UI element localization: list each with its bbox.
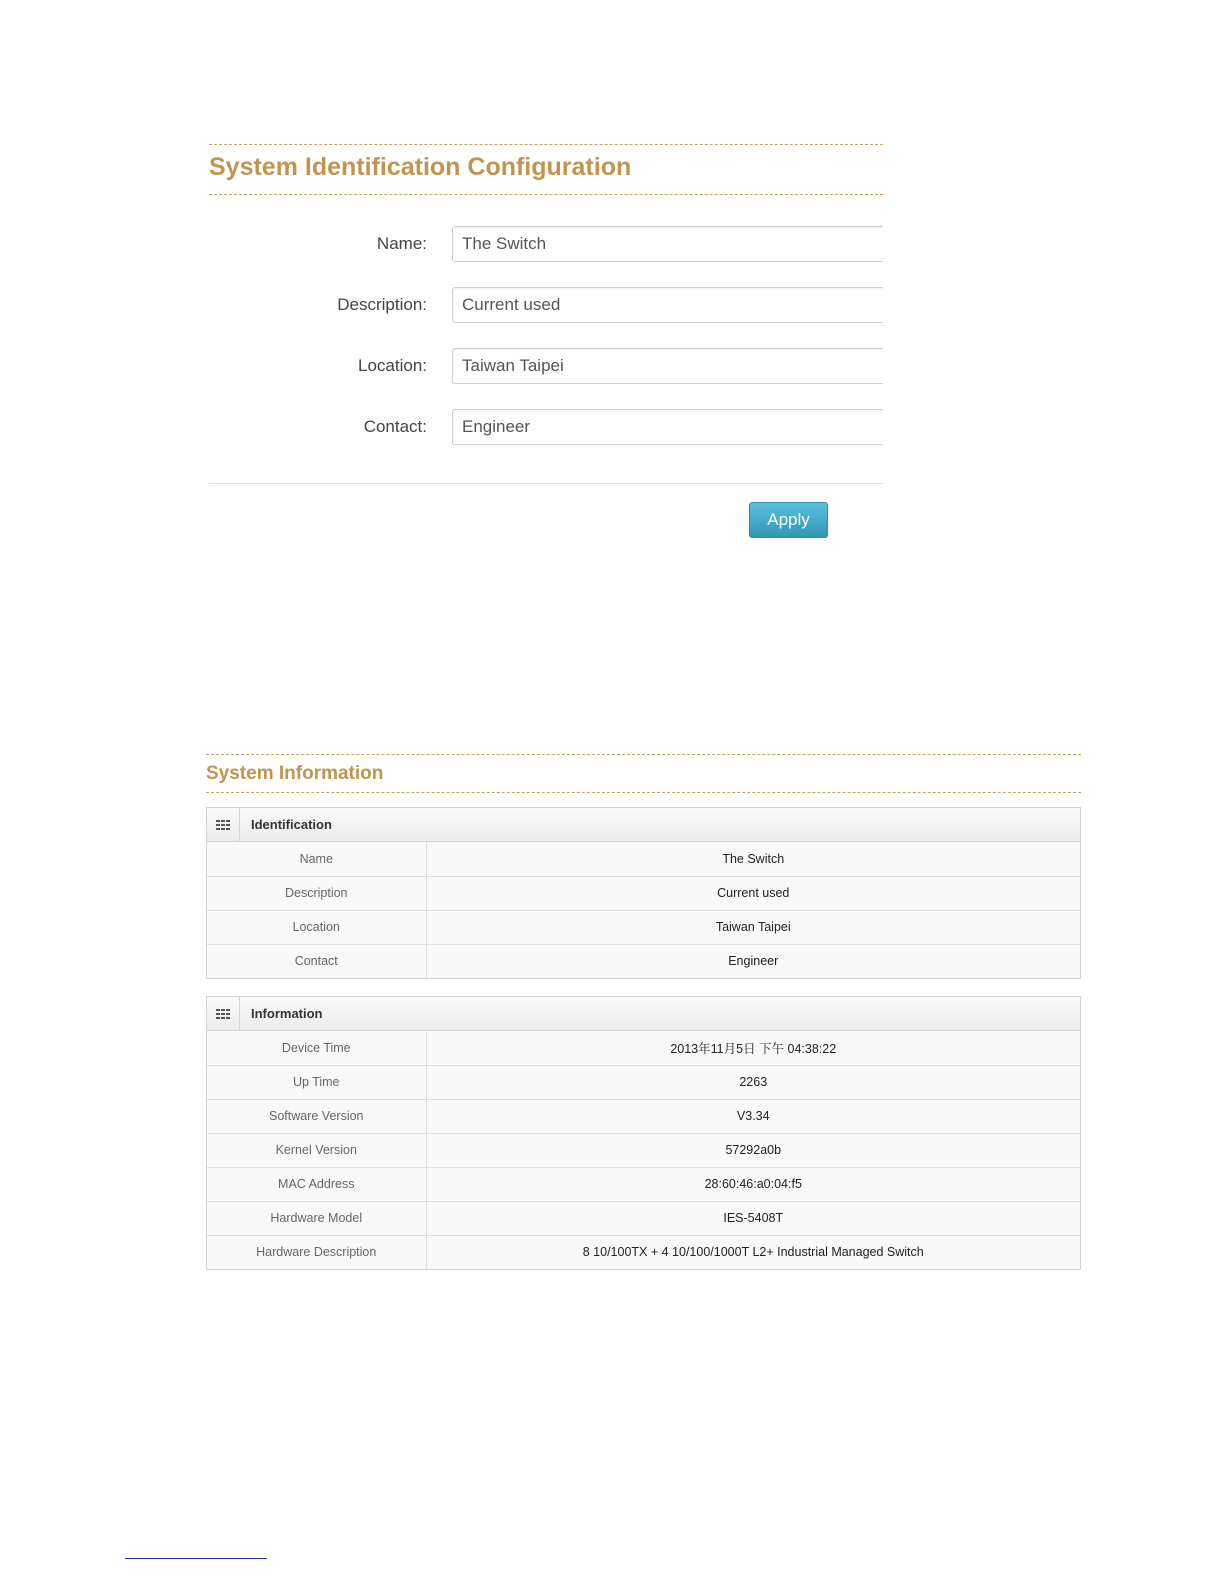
- row-value: 2013年11月5日 下午 04:38:22: [426, 1031, 1080, 1065]
- row-key: Up Time: [207, 1065, 426, 1099]
- row-key: Kernel Version: [207, 1133, 426, 1167]
- table-row: [207, 1099, 1080, 1133]
- row-value: 57292a0b: [426, 1133, 1080, 1167]
- information-panel-header: [207, 997, 1080, 1031]
- name-row: [208, 226, 883, 264]
- row-key: Device Time: [207, 1031, 426, 1065]
- row-value: 2263: [426, 1065, 1080, 1099]
- config-title-bottom-rule: [209, 194, 883, 195]
- table-row: [207, 1167, 1080, 1201]
- table-row: [207, 910, 1080, 944]
- location-input[interactable]: [452, 348, 883, 384]
- description-input[interactable]: [452, 287, 883, 323]
- table-row: [207, 1065, 1080, 1099]
- row-value: The Switch: [426, 842, 1080, 876]
- contact-label: Contact:: [363, 417, 427, 436]
- row-key: Name: [207, 842, 426, 876]
- information-heading: Information: [251, 1006, 323, 1021]
- row-value: Taiwan Taipei: [426, 910, 1080, 944]
- row-value: V3.34: [426, 1099, 1080, 1133]
- description-row: [208, 287, 883, 325]
- row-key: Description: [207, 876, 426, 910]
- identification-table: [207, 842, 1080, 978]
- config-title-top-rule: [209, 144, 883, 145]
- table-row: [207, 1031, 1080, 1065]
- apply-button[interactable]: Apply: [749, 502, 828, 538]
- row-value: IES-5408T: [426, 1201, 1080, 1235]
- config-title: System Identification Configuration: [209, 153, 632, 181]
- information-panel: [206, 996, 1081, 1270]
- row-value: Engineer: [426, 944, 1080, 978]
- identification-panel: [206, 807, 1081, 979]
- information-table: [207, 1031, 1080, 1269]
- contact-input[interactable]: [452, 409, 883, 445]
- row-key: Hardware Model: [207, 1201, 426, 1235]
- row-key: Hardware Description: [207, 1235, 426, 1269]
- row-key: MAC Address: [207, 1167, 426, 1201]
- form-divider: [209, 483, 883, 484]
- row-key: Contact: [207, 944, 426, 978]
- table-grid-icon: [207, 808, 240, 842]
- table-grid-icon: [207, 997, 240, 1031]
- table-row: [207, 842, 1080, 876]
- identification-heading: Identification: [251, 817, 332, 832]
- table-row: [207, 1235, 1080, 1269]
- table-row: [207, 944, 1080, 978]
- table-row: [207, 1201, 1080, 1235]
- info-title: System Information: [206, 763, 384, 784]
- identification-panel-header: [207, 808, 1080, 842]
- description-label: Description:: [337, 295, 427, 314]
- table-row: [207, 876, 1080, 910]
- location-row: [208, 348, 883, 386]
- info-title-top-rule: [206, 754, 1081, 755]
- footnote-rule: [125, 1558, 267, 1559]
- row-key: Software Version: [207, 1099, 426, 1133]
- table-row: [207, 1133, 1080, 1167]
- location-label: Location:: [358, 356, 427, 375]
- info-title-bottom-rule: [206, 792, 1081, 793]
- name-input[interactable]: [452, 226, 883, 262]
- name-label: Name:: [376, 234, 427, 253]
- row-value: Current used: [426, 876, 1080, 910]
- row-key: Location: [207, 910, 426, 944]
- row-value: 8 10/100TX + 4 10/100/1000T L2+ Industrial Managed Switch: [426, 1235, 1080, 1269]
- row-value: 28:60:46:a0:04:f5: [426, 1167, 1080, 1201]
- contact-row: [208, 409, 883, 447]
